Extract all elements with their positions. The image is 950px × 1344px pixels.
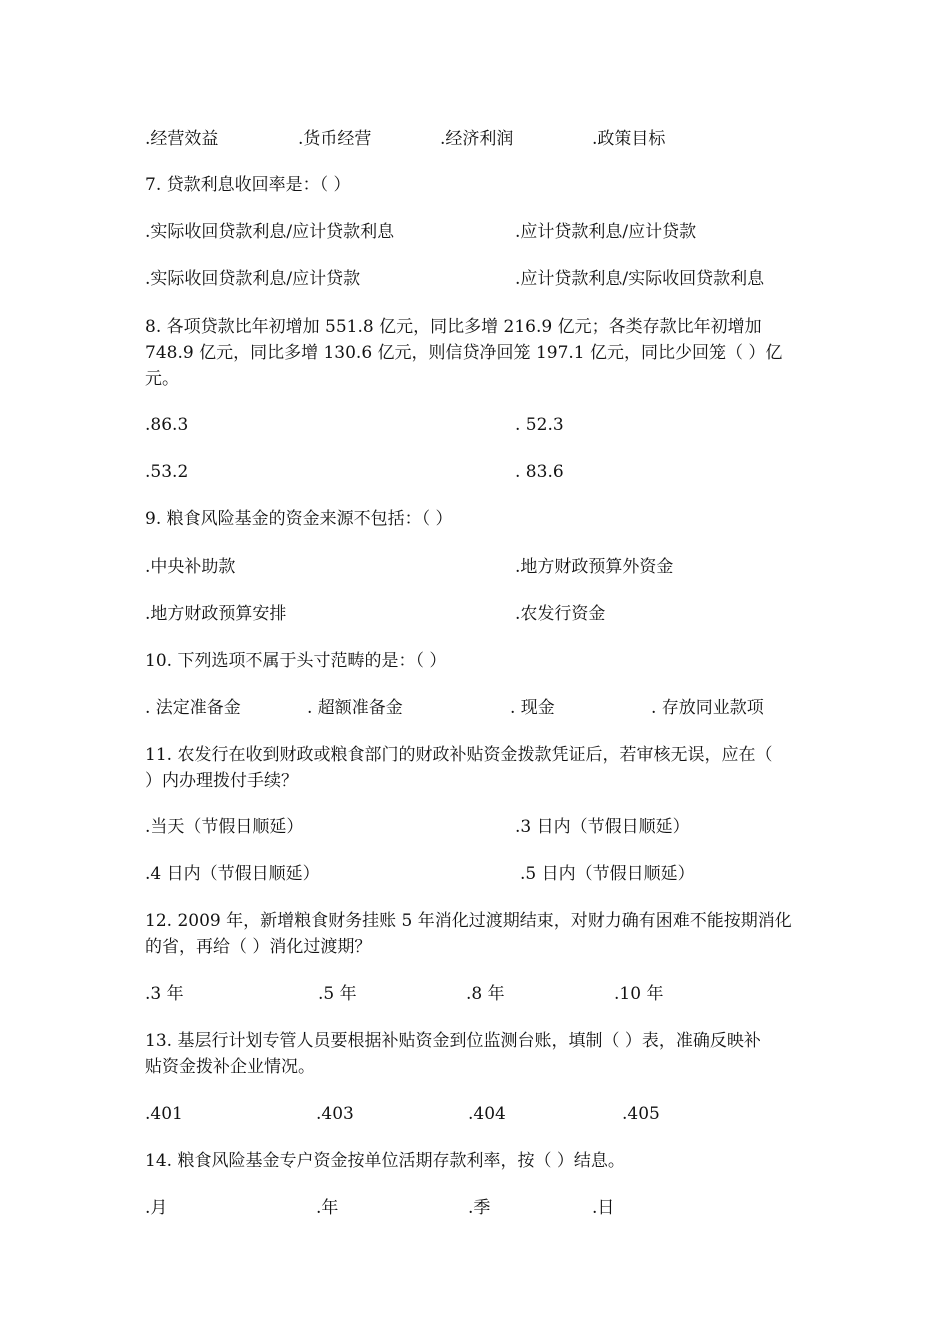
- q7-option-d: .应计贷款利息/实际收回贷款利息: [515, 269, 765, 289]
- q13-stem-line-1: 13. 基层行计划专管人员要根据补贴资金到位监测台账，填制（ ）表，准确反映补: [145, 1031, 761, 1051]
- q11-option-d: .5 日内（节假日顺延）: [520, 864, 695, 884]
- q12-stem-line-2: 的省，再给（ ）消化过渡期？: [145, 937, 372, 957]
- q11-stem-line-1: 11. 农发行在收到财政或粮食部门的财政补贴资金拨款凭证后，若审核无误，应在（: [145, 745, 773, 765]
- q11-stem-line-2: ）内办理拨付手续？: [145, 771, 298, 791]
- q8-option-d: . 83.6: [515, 462, 564, 482]
- q8-stem-line-2: 748.9 亿元，同比多增 130.6 亿元，则信贷净回笼 197.1 亿元，同比少回笼（ ）亿: [145, 343, 783, 363]
- q9-option-c: .地方财政预算安排: [145, 604, 287, 624]
- q12-option-c: .8 年: [466, 984, 505, 1004]
- q9-stem: 9. 粮食风险基金的资金来源不包括：（ ）: [145, 509, 453, 529]
- q8-option-b: . 52.3: [515, 415, 564, 435]
- q6-option-c: .经济利润: [440, 129, 514, 149]
- q10-option-a: . 法定准备金: [145, 698, 241, 718]
- q6-option-b: .货币经营: [298, 129, 372, 149]
- q7-option-b: .应计贷款利息/应计贷款: [515, 222, 697, 242]
- q6-option-a: .经营效益: [145, 129, 219, 149]
- q14-option-d: .日: [592, 1198, 615, 1218]
- q12-option-a: .3 年: [145, 984, 184, 1004]
- q14-option-b: .年: [316, 1198, 339, 1218]
- q8-option-c: .53.2: [145, 462, 189, 482]
- q14-option-a: .月: [145, 1198, 168, 1218]
- q14-stem: 14. 粮食风险基金专户资金按单位活期存款利率，按（ ）结息。: [145, 1151, 625, 1171]
- q9-option-d: .农发行资金: [515, 604, 606, 624]
- q11-option-c: .4 日内（节假日顺延）: [145, 864, 320, 884]
- q9-option-b: .地方财政预算外资金: [515, 557, 674, 577]
- q9-option-a: .中央补助款: [145, 557, 236, 577]
- q7-option-c: .实际收回贷款利息/应计贷款: [145, 269, 361, 289]
- q10-option-b: . 超额准备金: [307, 698, 403, 718]
- q13-option-c: .404: [468, 1104, 506, 1124]
- q11-option-a: .当天（节假日顺延）: [145, 817, 304, 837]
- q12-option-b: .5 年: [318, 984, 357, 1004]
- q13-option-a: .401: [145, 1104, 183, 1124]
- q10-option-d: . 存放同业款项: [651, 698, 764, 718]
- q8-stem-line-1: 8. 各项贷款比年初增加 551.8 亿元，同比多增 216.9 亿元；各类存款比年初增加: [145, 317, 762, 337]
- q10-stem: 10. 下列选项不属于头寸范畴的是：（ ）: [145, 651, 447, 671]
- q12-stem-line-1: 12. 2009 年，新增粮食财务挂账 5 年消化过渡期结束，对财力确有困难不能按期消化: [145, 911, 792, 931]
- q14-option-c: .季: [468, 1198, 491, 1218]
- q13-stem-line-2: 贴资金拨补企业情况。: [145, 1057, 315, 1077]
- q12-option-d: .10 年: [614, 984, 664, 1004]
- q13-option-d: .405: [622, 1104, 660, 1124]
- q8-option-a: .86.3: [145, 415, 189, 435]
- q7-option-a: .实际收回贷款利息/应计贷款利息: [145, 222, 395, 242]
- q7-stem: 7. 贷款利息收回率是：（ ）: [145, 175, 351, 195]
- q8-stem-line-3: 元。: [145, 369, 179, 389]
- q6-option-d: .政策目标: [592, 129, 666, 149]
- q13-option-b: .403: [316, 1104, 354, 1124]
- q11-option-b: .3 日内（节假日顺延）: [515, 817, 690, 837]
- q10-option-c: . 现金: [510, 698, 555, 718]
